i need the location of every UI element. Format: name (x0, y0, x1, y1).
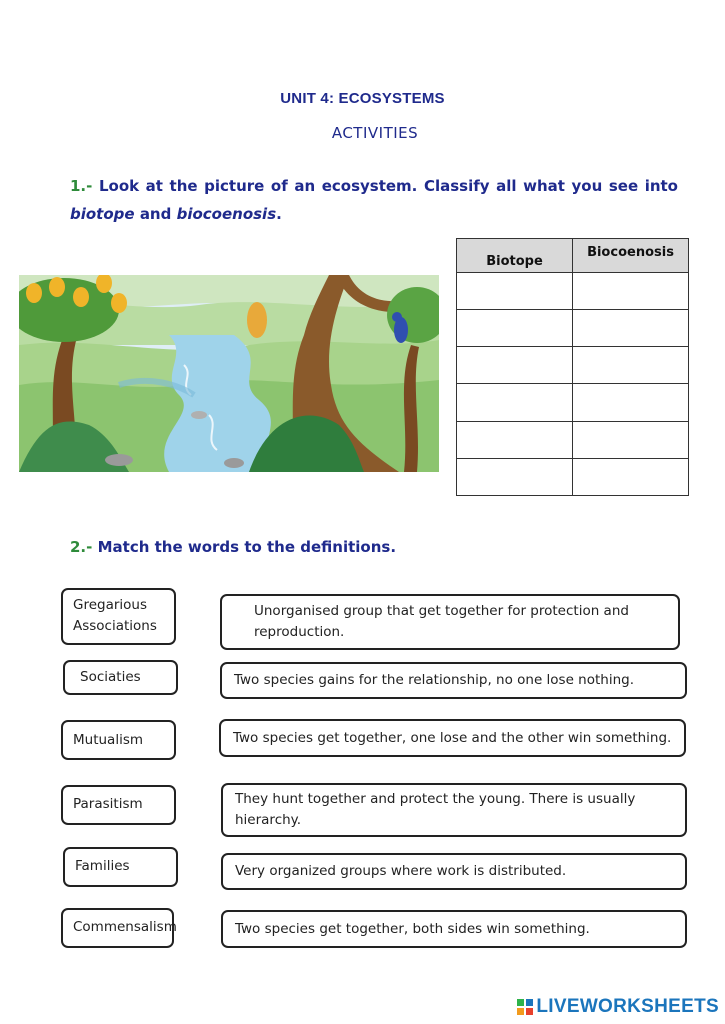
biocoenosis-cell-6[interactable] (573, 458, 689, 495)
match-word-sociaties[interactable] (63, 660, 178, 695)
question-2-number: 2.- (70, 538, 93, 556)
header-biocoenosis: Biocoenosis (573, 239, 689, 273)
match-definition-4[interactable] (221, 783, 687, 837)
liveworksheets-logo-icon (517, 999, 533, 1015)
page-title: UNIT 4: ECOSYSTEMS (280, 90, 445, 107)
table-row (457, 384, 689, 421)
match-word-label: Families (75, 858, 130, 874)
word-biocoenosis: biocoenosis (176, 205, 277, 223)
classification-table (456, 238, 689, 496)
match-definition-label: Two species get together, both sides win something. (235, 920, 590, 937)
match-definition-label: Very organized groups where work is distributed. (235, 863, 567, 879)
match-definition-label: They hunt together and protect the young. There is usually hierarchy. (235, 791, 636, 828)
footer-brand (517, 996, 719, 1018)
match-word-label: Parasitism (73, 796, 143, 812)
match-word-families[interactable] (63, 847, 178, 887)
match-word-commensalism[interactable] (61, 908, 177, 948)
biotope-cell-5[interactable] (457, 421, 573, 458)
match-word-label: Gregarious Associations (73, 597, 157, 634)
table-row (457, 310, 689, 347)
question-1-period: . (276, 205, 282, 223)
match-definition-2[interactable] (220, 662, 687, 699)
biotope-cell-2[interactable] (457, 310, 573, 347)
biocoenosis-cell-3[interactable] (573, 347, 689, 384)
table-row (457, 273, 689, 310)
brand-name: LIVEWORKSHEETS (536, 996, 719, 1017)
table-row (457, 458, 689, 495)
biotope-cell-3[interactable] (457, 347, 573, 384)
question-2 (70, 533, 396, 561)
biocoenosis-cell-4[interactable] (573, 384, 689, 421)
match-definition-label: Two species gains for the relationship, no one lose nothing. (234, 672, 635, 688)
question-1-number: 1.- (70, 177, 93, 195)
question-1-text: Look at the picture of an ecosystem. Classify all what you see into (98, 177, 678, 195)
match-definition-label: Unorganised group that get together for protection and reproduction. (254, 603, 629, 640)
question-1-line-1 (70, 172, 678, 200)
match-word-label: Mutualism (73, 732, 144, 748)
biotope-cell-1[interactable] (457, 273, 573, 310)
match-word-gregarious-associations[interactable] (61, 588, 176, 645)
table-row (457, 421, 689, 458)
biocoenosis-cell-2[interactable] (573, 310, 689, 347)
biotope-cell-6[interactable] (457, 458, 573, 495)
ecosystem-illustration (19, 275, 439, 472)
biotope-cell-4[interactable] (457, 384, 573, 421)
word-biotope: biotope (70, 205, 135, 223)
match-word-label: Commensalism (73, 919, 177, 935)
match-definition-label: Two species get together, one lose and the other win something. (233, 729, 672, 746)
header-biotope: Biotope (457, 239, 573, 273)
match-definition-3[interactable] (219, 719, 686, 757)
match-word-mutualism[interactable] (61, 720, 176, 760)
match-definition-1[interactable] (220, 594, 680, 650)
match-word-label: Sociaties (80, 669, 141, 685)
match-word-parasitism[interactable] (61, 785, 176, 825)
biocoenosis-cell-5[interactable] (573, 421, 689, 458)
match-definition-5[interactable] (221, 853, 687, 890)
question-1-line-2 (70, 200, 282, 228)
word-and: and (139, 205, 172, 223)
biocoenosis-cell-1[interactable] (573, 273, 689, 310)
table-row (457, 347, 689, 384)
question-2-text: Match the words to the definitions. (97, 538, 397, 556)
page-subtitle: ACTIVITIES (331, 124, 419, 142)
match-definition-6[interactable] (221, 910, 687, 948)
